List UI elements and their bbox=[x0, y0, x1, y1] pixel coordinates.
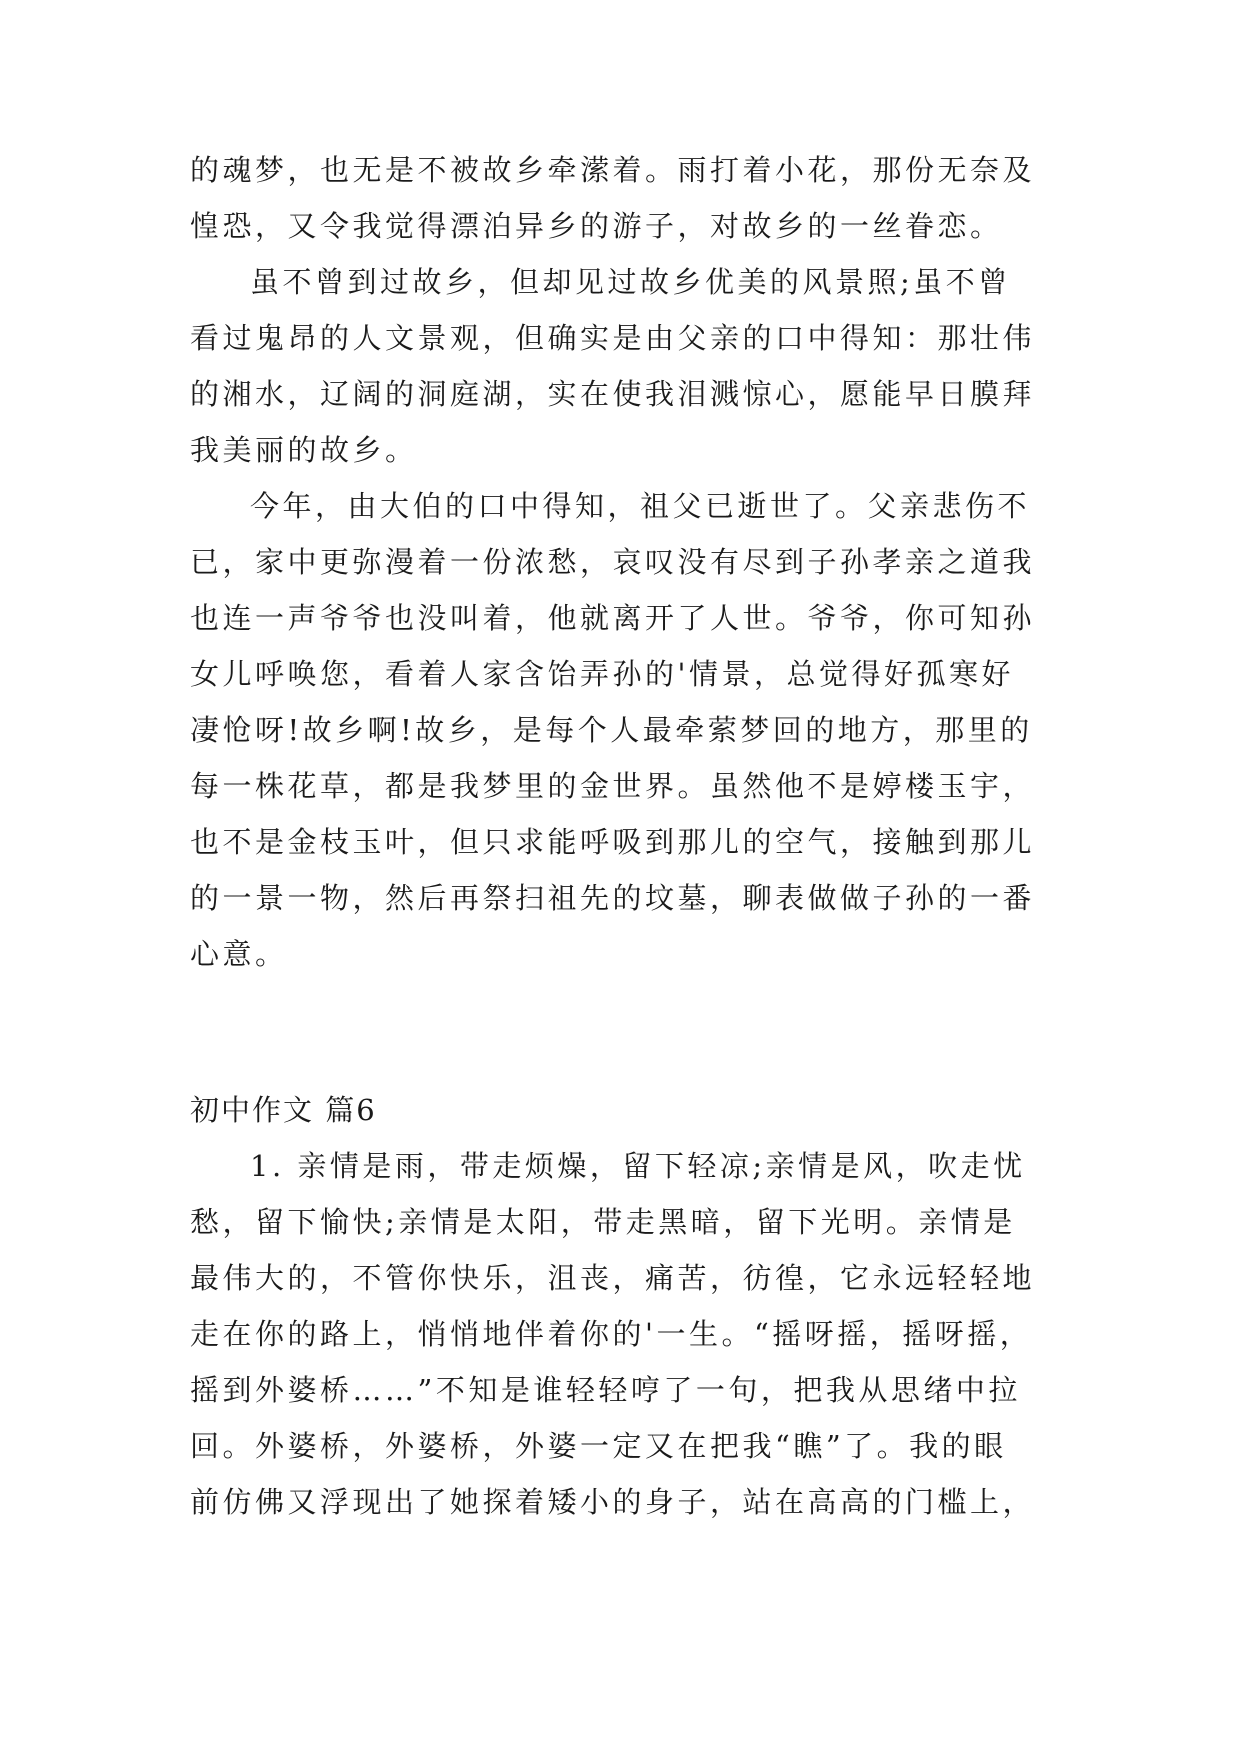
text-line: 心意。 bbox=[190, 937, 288, 971]
text-line: 前仿佛又浮现出了她探着矮小的身子，站在高高的门槛上， bbox=[190, 1485, 1036, 1519]
text-line: 回。外婆桥，外婆桥，外婆一定又在把我“瞧”了。我的眼 bbox=[190, 1429, 1007, 1463]
text-line: 摇到外婆桥……”不知是谁轻轻哼了一句，把我从思绪中拉 bbox=[190, 1373, 1021, 1407]
paragraph-first-line: 今年，由大伯的口中得知，祖父已逝世了。父亲悲伤不 bbox=[250, 489, 1031, 523]
paragraph-first-line: 1. 亲情是雨，带走烦燥，留下轻凉;亲情是风，吹走忧 bbox=[250, 1149, 1026, 1183]
text-line: 凄怆呀!故乡啊!故乡，是每个人最牵萦梦回的地方，那里的 bbox=[190, 713, 1033, 747]
text-line: 走在你的路上，悄悄地伴着你的'一生。“摇呀摇，摇呀摇， bbox=[190, 1317, 1033, 1351]
text-line: 的一景一物，然后再祭扫祖先的坟墓，聊表做做子孙的一番 bbox=[190, 881, 1036, 915]
text-line: 我美丽的故乡。 bbox=[190, 433, 418, 467]
text-line: 女儿呼唤您，看着人家含饴弄孙的'情景，总觉得好孤寒好 bbox=[190, 657, 1014, 691]
text-line: 看过鬼昂的人文景观，但确实是由父亲的口中得知：那壮伟 bbox=[190, 321, 1036, 355]
text-line: 愁，留下愉快;亲情是太阳，带走黑暗，留下光明。亲情是 bbox=[190, 1205, 1016, 1239]
text-line: 也连一声爷爷也没叫着，他就离开了人世。爷爷，你可知孙 bbox=[190, 601, 1036, 635]
section-heading: 初中作文 篇6 bbox=[190, 1093, 377, 1127]
text-line: 每一株花草，都是我梦里的金世界。虽然他不是婷楼玉宇， bbox=[190, 769, 1036, 803]
paragraph-first-line: 虽不曾到过故乡，但却见过故乡优美的风景照;虽不曾 bbox=[250, 265, 1011, 299]
text-line: 最伟大的，不管你快乐，沮丧，痛苦，彷徨，它永远轻轻地 bbox=[190, 1261, 1036, 1295]
text-line: 惶恐，又令我觉得漂泊异乡的游子，对故乡的一丝眷恋。 bbox=[190, 209, 1003, 243]
text-line: 的湘水，辽阔的洞庭湖，实在使我泪溅惊心，愿能早日膜拜 bbox=[190, 377, 1036, 411]
text-line: 也不是金枝玉叶，但只求能呼吸到那儿的空气，接触到那儿 bbox=[190, 825, 1036, 859]
text-line: 的魂梦，也无是不被故乡牵潆着。雨打着小花，那份无奈及 bbox=[190, 153, 1036, 187]
text-line: 已，家中更弥漫着一份浓愁，哀叹没有尽到子孙孝亲之道我 bbox=[190, 545, 1036, 579]
